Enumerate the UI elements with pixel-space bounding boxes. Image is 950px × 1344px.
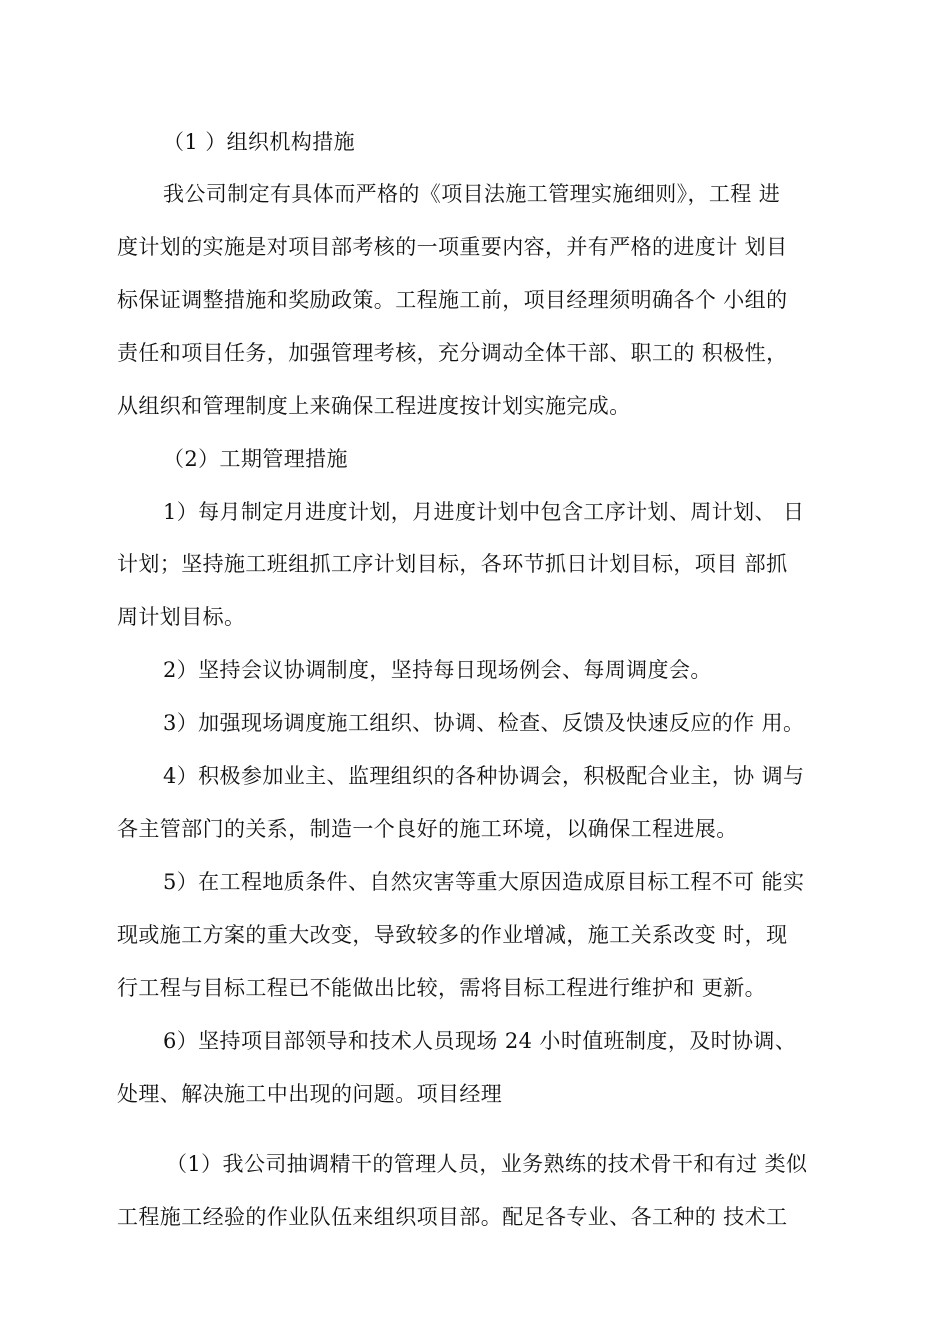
list-item-5: 5）在工程地质条件、自然灾害等重大原因造成原目标工程不可 能实	[163, 870, 805, 894]
paragraph-line: 度计划的实施是对项目部考核的一项重要内容，并有严格的进度计 划目	[117, 235, 788, 259]
list-item-1-cont: 计划；坚持施工班组抓工序计划目标，各环节抓日计划目标，项目 部抓	[117, 552, 788, 576]
list-item-4-cont: 各主管部门的关系，制造一个良好的施工环境，以确保工程进展。	[117, 817, 738, 841]
list-item-2: 2）坚持会议协调制度，坚持每日现场例会、每周调度会。	[163, 658, 712, 682]
list-item-4: 4）积极参加业主、监理组织的各种协调会，积极配合业主，协 调与	[163, 764, 805, 788]
paragraph-line: 责任和项目任务，加强管理考核，充分调动全体干部、职工的 积极性，	[117, 341, 788, 365]
paragraph-line: 标保证调整措施和奖励政策。工程施工前，项目经理须明确各个 小组的	[117, 288, 788, 312]
list-item-1: 1）每月制定月进度计划，月进度计划中包含工序计划、周计划、 日	[163, 500, 805, 524]
list-item-1-cont: 周计划目标。	[117, 605, 246, 629]
paragraph-line: 我公司制定有具体而严格的《项目法施工管理实施细则》，工程 进	[163, 182, 781, 206]
list-item-3: 3）加强现场调度施工组织、协调、检查、反馈及快速反应的作 用。	[163, 711, 805, 735]
heading-organization-measures: （1 ）组织机构措施	[163, 130, 356, 154]
paragraph-manager-1: （1）我公司抽调精干的管理人员，业务熟练的技术骨干和有过 类似	[166, 1152, 808, 1176]
paragraph-line: 从组织和管理制度上来确保工程进度按计划实施完成。	[117, 394, 631, 418]
list-item-6: 6）坚持项目部领导和技术人员现场 24 小时值班制度，及时协调、	[163, 1029, 797, 1053]
list-item-5-cont: 现或施工方案的重大改变，导致较多的作业增减，施工关系改变 时，现	[117, 923, 788, 947]
paragraph-manager-1-cont: 工程施工经验的作业队伍来组织项目部。配足各专业、各工种的 技术工	[117, 1205, 788, 1229]
heading-schedule-measures: （2）工期管理措施	[163, 447, 348, 471]
list-item-6-cont: 处理、解决施工中出现的问题。项目经理	[117, 1082, 503, 1106]
list-item-5-cont: 行工程与目标工程已不能做出比较，需将目标工程进行维护和 更新。	[117, 976, 767, 1000]
